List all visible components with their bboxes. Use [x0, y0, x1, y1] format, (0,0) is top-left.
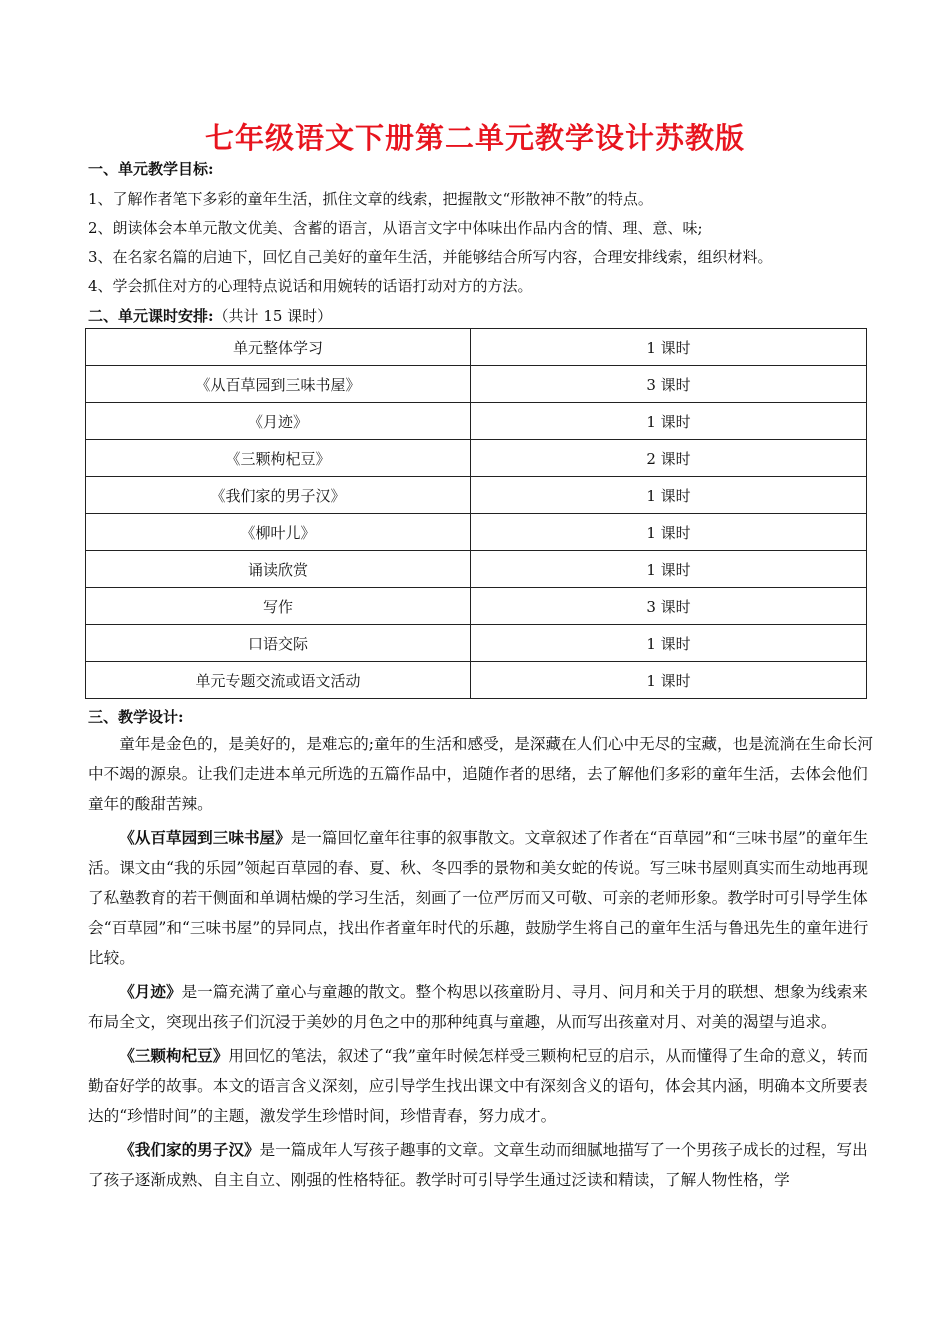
design-paragraph — [88, 977, 878, 1037]
schedule-item-cell: 诵读欣赏 — [86, 551, 471, 588]
design-body — [88, 729, 878, 1199]
schedule-item-cell: 《柳叶儿》 — [86, 514, 471, 551]
schedule-heading-text: 二、单元课时安排: — [88, 307, 214, 325]
table-row — [86, 440, 867, 477]
lesson-description: 是一篇成年人写孩子趣事的文章。文章生动而细腻地描写了一个男孩子成长的过程，写出了孩子逐渐成熟、自主自立、刚强的性格特征。教学时可引导学生通过泛读和精读，了解人物性格，学 — [88, 1141, 868, 1189]
lesson-description: 是一篇充满了童心与童趣的散文。整个构思以孩童盼月、寻月、问月和关于月的联想、想象为线索来布局全文，突现出孩子们沉浸于美妙的月色之中的那种纯真与童趣，从而写出孩童对月、对美的渴望与追求。 — [88, 983, 868, 1031]
schedule-hours-cell: 1 课时 — [471, 329, 867, 366]
lesson-title: 《从百草园到三味书屋》 — [119, 828, 291, 847]
table-row — [86, 625, 867, 662]
table-row — [86, 477, 867, 514]
schedule-hours-cell: 1 课时 — [471, 477, 867, 514]
goal-item-4: 4、学会抓住对方的心理特点说话和用婉转的话语打动对方的方法。 — [88, 277, 533, 295]
schedule-item-cell: 《三颗枸杞豆》 — [86, 440, 471, 477]
table-row — [86, 662, 867, 699]
design-paragraph — [88, 1135, 878, 1195]
schedule-item-cell: 口语交际 — [86, 625, 471, 662]
schedule-total-note: （共计 15 课时） — [213, 307, 333, 325]
goals-heading: 一、单元教学目标: — [88, 160, 214, 178]
lesson-title: 《三颗枸杞豆》 — [119, 1046, 229, 1065]
schedule-hours-cell: 1 课时 — [471, 625, 867, 662]
schedule-item-cell: 单元整体学习 — [86, 329, 471, 366]
table-row — [86, 403, 867, 440]
schedule-heading — [88, 305, 332, 326]
goal-item-1: 1、了解作者笔下多彩的童年生活，抓住文章的线索，把握散文“形散神不散”的特点。 — [88, 190, 653, 208]
schedule-hours-cell: 3 课时 — [471, 588, 867, 625]
table-row — [86, 588, 867, 625]
lesson-title: 《月迹》 — [119, 982, 182, 1001]
document-title: 七年级语文下册第二单元教学设计苏教版 — [204, 121, 745, 155]
schedule-hours-cell: 1 课时 — [471, 662, 867, 699]
schedule-hours-cell: 2 课时 — [471, 440, 867, 477]
schedule-item-cell: 《从百草园到三味书屋》 — [86, 366, 471, 403]
schedule-hours-cell: 1 课时 — [471, 514, 867, 551]
schedule-hours-cell: 1 课时 — [471, 403, 867, 440]
design-paragraph — [88, 823, 878, 973]
design-heading: 三、教学设计: — [88, 708, 184, 726]
lesson-description: 是一篇回忆童年往事的叙事散文。文章叙述了作者在“百草园”和“三味书屋”的童年生活。课文由“我的乐园”领起百草园的春、夏、秋、冬四季的景物和美女蛇的传说。写三味书屋则真实而生动地再现了私塾教育的若干侧面和单调枯燥的学习生活，刻画了一位严厉而又可敬、可亲的老师形象。教学时可引导学生体会“百草园”和“三味书屋”的异同点，找出作者童年时代的乐趣，鼓励学生将自己的童年生活与鲁迅先生的童年进行比较。 — [88, 829, 869, 967]
lesson-title: 《我们家的男子汉》 — [119, 1140, 260, 1159]
design-intro-paragraph: 童年是金色的，是美好的，是难忘的;童年的生活和感受，是深藏在人们心中无尽的宝藏，也是流淌在生命长河中不竭的源泉。让我们走进本单元所选的五篇作品中，追随作者的思绪，去了解他们多彩的童年生活，去体会他们童年的酸甜苦辣。 — [88, 735, 873, 813]
design-paragraph — [88, 1041, 878, 1131]
goal-item-2: 2、朗读体会本单元散文优美、含蓄的语言，从语言文字中体味出作品内含的情、理、意、味; — [88, 219, 703, 237]
schedule-item-cell: 单元专题交流或语文活动 — [86, 662, 471, 699]
schedule-item-cell: 《月迹》 — [86, 403, 471, 440]
table-row — [86, 329, 867, 366]
table-row — [86, 551, 867, 588]
schedule-table — [85, 328, 867, 699]
table-row — [86, 514, 867, 551]
schedule-hours-cell: 3 课时 — [471, 366, 867, 403]
goal-item-3: 3、在名家名篇的启迪下，回忆自己美好的童年生活，并能够结合所写内容，合理安排线索，组织材料。 — [88, 248, 773, 266]
lesson-description: 用回忆的笔法，叙述了“我”童年时候怎样受三颗枸杞豆的启示，从而懂得了生命的意义，转而勤奋好学的故事。本文的语言含义深刻，应引导学生找出课文中有深刻含义的语句，体会其内涵，明确本文所要表达的“珍惜时间”的主题，激发学生珍惜时间，珍惜青春，努力成才。 — [88, 1047, 869, 1125]
schedule-item-cell: 写作 — [86, 588, 471, 625]
schedule-item-cell: 《我们家的男子汉》 — [86, 477, 471, 514]
schedule-hours-cell: 1 课时 — [471, 551, 867, 588]
table-row — [86, 366, 867, 403]
